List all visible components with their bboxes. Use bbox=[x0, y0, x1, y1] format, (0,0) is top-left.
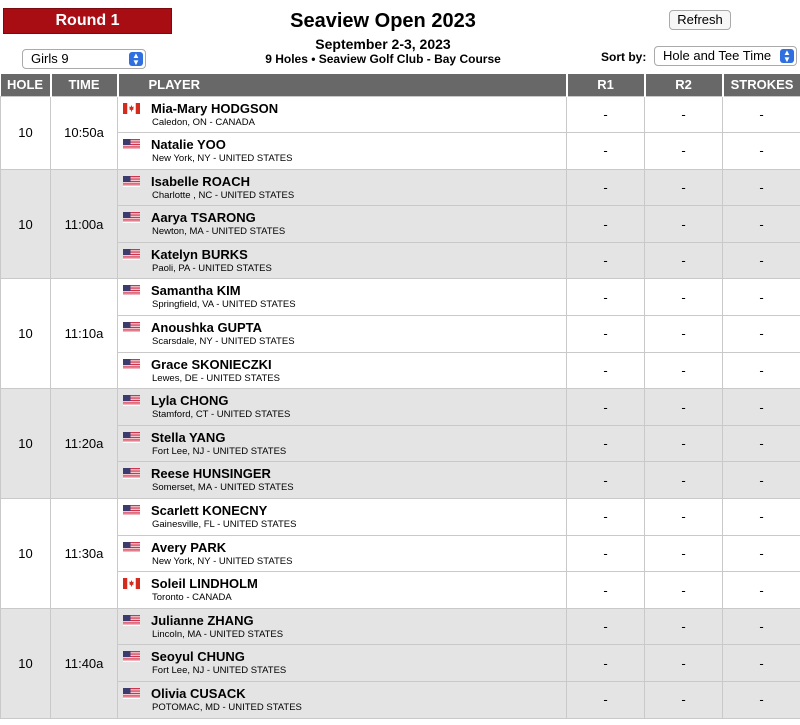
r2-score: - bbox=[645, 645, 723, 682]
player-cell[interactable] bbox=[118, 242, 567, 279]
strokes-score: - bbox=[723, 572, 800, 609]
player-cell[interactable] bbox=[118, 316, 567, 353]
table-row bbox=[1, 608, 800, 645]
r1-score: - bbox=[567, 425, 645, 462]
r2-score: - bbox=[645, 572, 723, 609]
usa-flag-icon bbox=[123, 321, 140, 332]
canada-flag-icon bbox=[123, 102, 140, 113]
player-name[interactable]: Avery PARK bbox=[151, 539, 227, 555]
refresh-button[interactable]: Refresh bbox=[669, 10, 731, 30]
usa-flag-icon bbox=[123, 614, 140, 625]
player-location: Caledon, ON - CANADA bbox=[152, 116, 255, 128]
player-cell[interactable] bbox=[118, 499, 567, 536]
player-cell[interactable] bbox=[118, 352, 567, 389]
player-location: New York, NY - UNITED STATES bbox=[152, 555, 293, 567]
usa-flag-icon bbox=[123, 284, 140, 295]
hole-cell: 10 bbox=[1, 169, 51, 279]
strokes-score: - bbox=[723, 316, 800, 353]
player-name[interactable]: Anoushka GUPTA bbox=[151, 320, 262, 336]
table-row bbox=[1, 682, 800, 719]
player-name[interactable]: Olivia CUSACK bbox=[151, 686, 246, 701]
player-location: Lincoln, MA - UNITED STATES bbox=[152, 628, 284, 640]
select-arrows-icon: ▲ ▼ bbox=[129, 52, 143, 66]
tee-time-cell: 11:30a bbox=[51, 499, 118, 609]
r1-score: - bbox=[567, 206, 645, 243]
strokes-score: - bbox=[723, 206, 800, 243]
player-cell[interactable] bbox=[118, 645, 567, 682]
column-header-time[interactable]: TIME bbox=[51, 74, 118, 96]
player-cell[interactable] bbox=[118, 96, 567, 133]
r1-score: - bbox=[567, 389, 645, 426]
column-header-r2[interactable]: R2 bbox=[645, 74, 723, 96]
table-row bbox=[1, 242, 800, 279]
r1-score: - bbox=[567, 572, 645, 609]
table-row bbox=[1, 389, 800, 426]
player-cell[interactable] bbox=[118, 572, 567, 609]
tournament-venue: 9 Holes • Seaview Golf Club - Bay Course bbox=[265, 52, 501, 66]
usa-flag-icon bbox=[123, 211, 140, 222]
tee-time-cell: 11:20a bbox=[51, 389, 118, 499]
r2-score: - bbox=[645, 279, 723, 316]
tee-time-cell: 11:10a bbox=[51, 279, 118, 389]
table-row bbox=[1, 279, 800, 316]
tee-time-cell: 10:50a bbox=[51, 96, 118, 169]
r2-score: - bbox=[645, 169, 723, 206]
r2-score: - bbox=[645, 535, 723, 572]
sort-select-value: Hole and Tee Time bbox=[663, 48, 772, 63]
usa-flag-icon bbox=[123, 175, 140, 186]
round-tab[interactable]: Round 1 bbox=[3, 8, 172, 34]
usa-flag-icon bbox=[123, 467, 140, 478]
player-cell[interactable] bbox=[118, 206, 567, 243]
strokes-score: - bbox=[723, 499, 800, 536]
player-cell[interactable] bbox=[118, 169, 567, 206]
table-row bbox=[1, 645, 800, 682]
player-location: Fort Lee, NJ - UNITED STATES bbox=[152, 665, 287, 677]
player-name[interactable]: Grace SKONIECZKI bbox=[151, 356, 272, 372]
group-select-value: Girls 9 bbox=[31, 51, 69, 66]
r2-score: - bbox=[645, 96, 723, 133]
strokes-score: - bbox=[723, 682, 800, 719]
player-cell[interactable] bbox=[118, 608, 567, 645]
table-row bbox=[1, 425, 800, 462]
player-location: Paoli, PA - UNITED STATES bbox=[152, 262, 272, 274]
r2-score: - bbox=[645, 133, 723, 170]
strokes-score: - bbox=[723, 133, 800, 170]
player-cell[interactable] bbox=[118, 682, 567, 719]
player-cell[interactable] bbox=[118, 133, 567, 170]
table-row bbox=[1, 572, 800, 609]
r2-score: - bbox=[645, 352, 723, 389]
strokes-score: - bbox=[723, 352, 800, 389]
player-cell[interactable] bbox=[118, 279, 567, 316]
usa-flag-icon bbox=[123, 358, 140, 369]
hole-cell: 10 bbox=[1, 608, 51, 718]
table-row bbox=[1, 206, 800, 243]
strokes-score: - bbox=[723, 242, 800, 279]
usa-flag-icon bbox=[123, 504, 140, 515]
sort-select[interactable] bbox=[654, 46, 797, 66]
usa-flag-icon bbox=[123, 541, 140, 552]
r2-score: - bbox=[645, 499, 723, 536]
strokes-score: - bbox=[723, 96, 800, 133]
strokes-score: - bbox=[723, 608, 800, 645]
r2-score: - bbox=[645, 242, 723, 279]
column-header-strokes[interactable]: STROKES bbox=[723, 74, 800, 96]
usa-flag-icon bbox=[123, 650, 140, 661]
table-row bbox=[1, 169, 800, 206]
strokes-score: - bbox=[723, 645, 800, 682]
hole-cell: 10 bbox=[1, 499, 51, 609]
player-location: Toronto - CANADA bbox=[152, 592, 232, 604]
player-name[interactable]: Katelyn BURKS bbox=[151, 246, 248, 262]
usa-flag-icon bbox=[123, 394, 140, 405]
strokes-score: - bbox=[723, 389, 800, 426]
r1-score: - bbox=[567, 316, 645, 353]
player-name[interactable]: Isabelle ROACH bbox=[151, 173, 250, 189]
table-row bbox=[1, 352, 800, 389]
tournament-dates: September 2-3, 2023 bbox=[315, 36, 451, 52]
table-row bbox=[1, 96, 800, 133]
player-name[interactable]: Julianne ZHANG bbox=[151, 612, 254, 628]
player-cell[interactable] bbox=[118, 389, 567, 426]
page-header bbox=[0, 0, 800, 74]
player-location: Newton, MA - UNITED STATES bbox=[152, 226, 286, 238]
r1-score: - bbox=[567, 279, 645, 316]
player-cell[interactable] bbox=[118, 535, 567, 572]
table-row bbox=[1, 133, 800, 170]
tee-times-table bbox=[0, 74, 800, 719]
player-name[interactable]: Reese HUNSINGER bbox=[151, 466, 271, 482]
r2-score: - bbox=[645, 206, 723, 243]
tee-time-cell: 11:00a bbox=[51, 169, 118, 279]
usa-flag-icon bbox=[123, 687, 140, 698]
r1-score: - bbox=[567, 133, 645, 170]
player-cell[interactable] bbox=[118, 462, 567, 499]
tournament-title: Seaview Open 2023 bbox=[290, 10, 476, 32]
canada-flag-icon bbox=[123, 577, 140, 588]
hole-cell: 10 bbox=[1, 389, 51, 499]
table-body bbox=[1, 96, 800, 718]
player-cell[interactable] bbox=[118, 425, 567, 462]
player-name[interactable]: Natalie YOO bbox=[151, 137, 226, 153]
r1-score: - bbox=[567, 682, 645, 719]
column-header-r1[interactable]: R1 bbox=[567, 74, 645, 96]
r2-score: - bbox=[645, 608, 723, 645]
player-location: New York, NY - UNITED STATES bbox=[152, 153, 293, 165]
column-header-player[interactable]: PLAYER bbox=[118, 74, 567, 96]
player-location: Fort Lee, NJ - UNITED STATES bbox=[152, 445, 287, 457]
player-name[interactable]: Lyla CHONG bbox=[151, 393, 229, 409]
r2-score: - bbox=[645, 682, 723, 719]
hole-cell: 10 bbox=[1, 96, 51, 169]
table-row bbox=[1, 462, 800, 499]
strokes-score: - bbox=[723, 169, 800, 206]
player-location: Gainesville, FL - UNITED STATES bbox=[152, 519, 297, 531]
table-header-row bbox=[1, 74, 800, 96]
strokes-score: - bbox=[723, 462, 800, 499]
player-location: Springfield, VA - UNITED STATES bbox=[152, 299, 296, 311]
group-select[interactable] bbox=[22, 49, 146, 69]
r2-score: - bbox=[645, 425, 723, 462]
player-location: POTOMAC, MD - UNITED STATES bbox=[152, 702, 302, 713]
r1-score: - bbox=[567, 535, 645, 572]
table-row bbox=[1, 316, 800, 353]
r1-score: - bbox=[567, 242, 645, 279]
table-row bbox=[1, 535, 800, 572]
hole-cell: 10 bbox=[1, 279, 51, 389]
player-location: Stamford, CT - UNITED STATES bbox=[152, 409, 291, 421]
r1-score: - bbox=[567, 462, 645, 499]
player-name[interactable]: Mia-Mary HODGSON bbox=[151, 100, 279, 116]
r2-score: - bbox=[645, 316, 723, 353]
usa-flag-icon bbox=[123, 431, 140, 442]
table-row bbox=[1, 499, 800, 536]
sort-label: Sort by: bbox=[601, 50, 647, 64]
player-name[interactable]: Soleil LINDHOLM bbox=[151, 576, 258, 592]
r1-score: - bbox=[567, 352, 645, 389]
select-arrows-icon: ▲ ▼ bbox=[780, 49, 794, 63]
strokes-score: - bbox=[723, 425, 800, 462]
strokes-score: - bbox=[723, 279, 800, 316]
usa-flag-icon bbox=[123, 138, 140, 149]
usa-flag-icon bbox=[123, 248, 140, 259]
r1-score: - bbox=[567, 499, 645, 536]
tee-time-cell: 11:40a bbox=[51, 608, 118, 718]
player-name[interactable]: Samantha KIM bbox=[151, 283, 241, 299]
player-name[interactable]: Scarlett KONECNY bbox=[151, 503, 268, 519]
r1-score: - bbox=[567, 608, 645, 645]
strokes-score: - bbox=[723, 535, 800, 572]
player-name[interactable]: Seoyul CHUNG bbox=[151, 649, 245, 665]
player-location: Scarsdale, NY - UNITED STATES bbox=[152, 336, 295, 348]
r1-score: - bbox=[567, 645, 645, 682]
r1-score: - bbox=[567, 96, 645, 133]
r1-score: - bbox=[567, 169, 645, 206]
column-header-hole[interactable]: HOLE bbox=[1, 74, 51, 96]
player-location: Somerset, MA - UNITED STATES bbox=[152, 482, 294, 494]
player-name[interactable]: Stella YANG bbox=[151, 429, 226, 445]
r2-score: - bbox=[645, 462, 723, 499]
player-name[interactable]: Aarya TSARONG bbox=[151, 210, 256, 226]
player-location: Charlotte , NC - UNITED STATES bbox=[152, 189, 295, 201]
player-location: Lewes, DE - UNITED STATES bbox=[152, 372, 280, 384]
r2-score: - bbox=[645, 389, 723, 426]
